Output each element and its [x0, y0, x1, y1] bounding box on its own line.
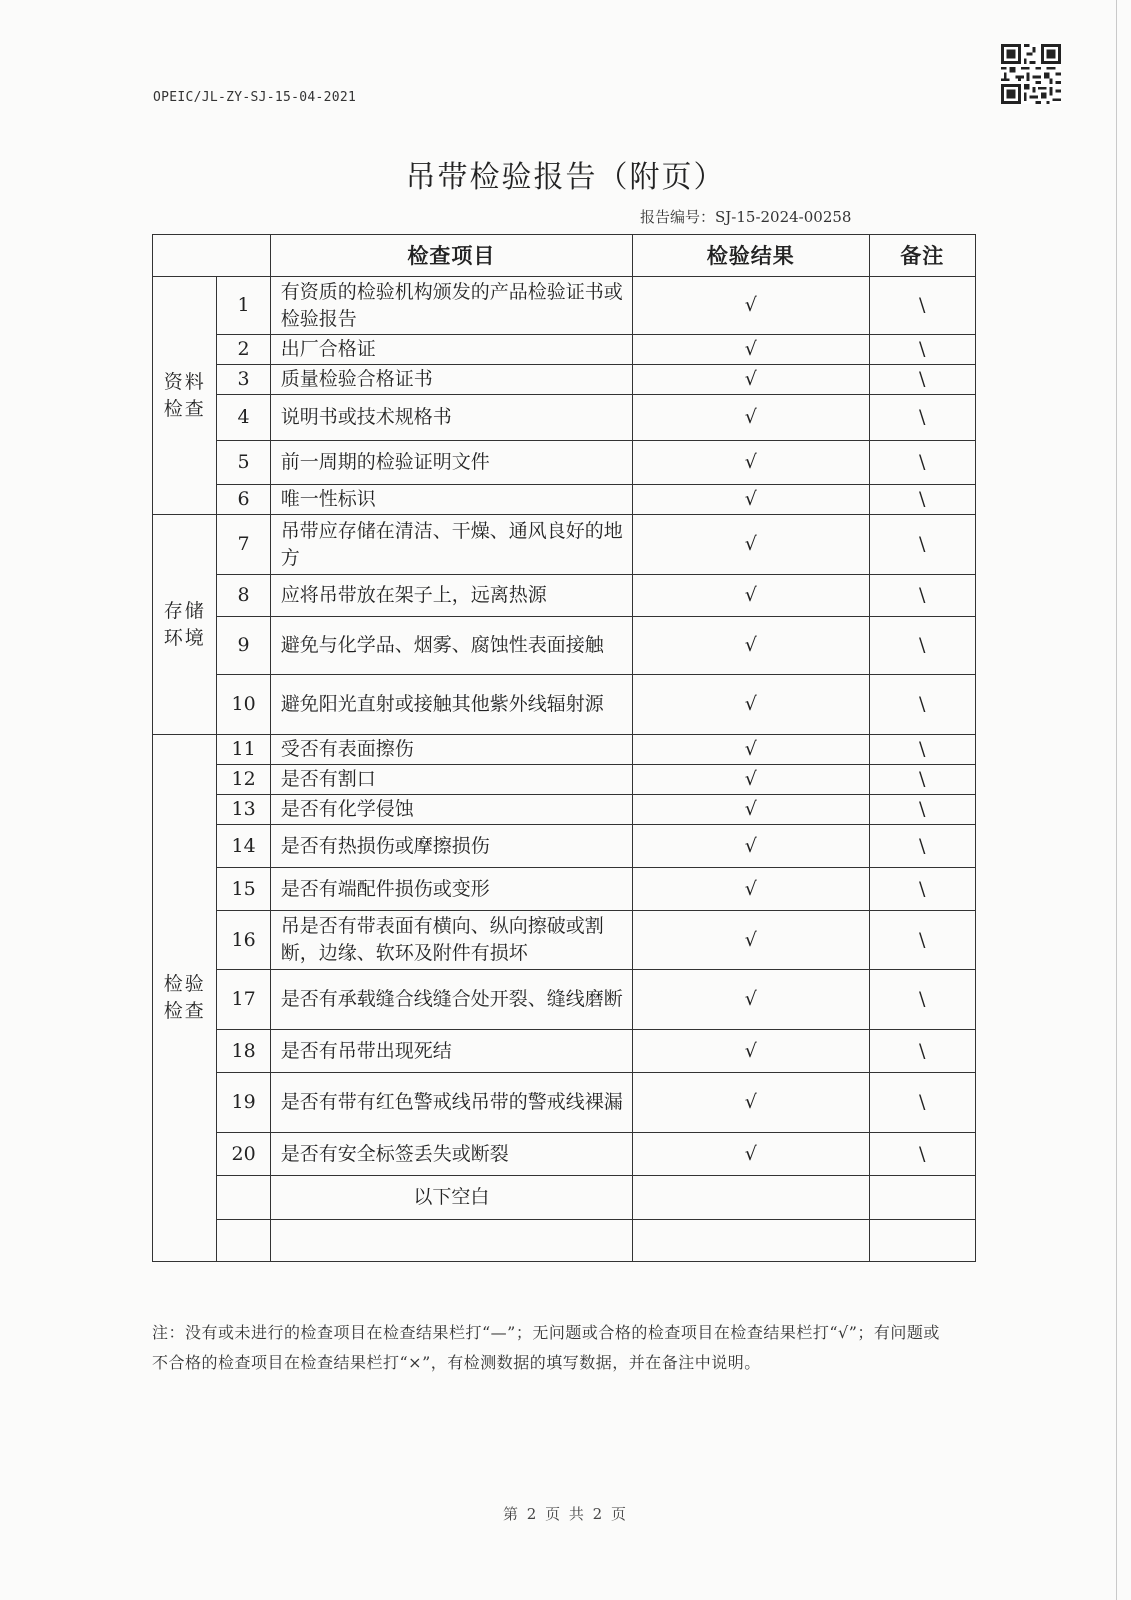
- row-result: √: [633, 575, 869, 617]
- row-note: \: [869, 277, 975, 335]
- row-note: \: [869, 765, 975, 795]
- row-note: \: [869, 795, 975, 825]
- row-note: \: [869, 1073, 975, 1133]
- table-row: [153, 515, 976, 575]
- footnote: 注：没有或未进行的检查项目在检查结果栏打“—”；无问题或合格的检查项目在检查结果栏打“√”；有问题或不合格的检查项目在检查结果栏打“×”，有检测数据的填写数据，并在备注中说明。: [152, 1323, 940, 1372]
- row-result: √: [633, 868, 869, 911]
- row-note: \: [869, 395, 975, 441]
- table-row: [153, 795, 976, 825]
- row-number: 14: [217, 825, 270, 868]
- row-item: 是否有端配件损伤或变形: [270, 868, 632, 911]
- category-label: 检验检查: [163, 973, 206, 1022]
- row-result: √: [633, 765, 869, 795]
- table-row: [153, 365, 976, 395]
- row-note: \: [869, 441, 975, 485]
- row-number: 1: [217, 277, 270, 335]
- row-item: 受否有表面擦伤: [270, 735, 632, 765]
- blank-number-cell: [217, 1220, 270, 1262]
- row-item: 避免阳光直射或接触其他紫外线辐射源: [270, 675, 632, 735]
- row-result: √: [633, 335, 869, 365]
- row-number: 10: [217, 675, 270, 735]
- table-row: [153, 1220, 976, 1262]
- row-item: 吊带应存储在清洁、干燥、通风良好的地方: [270, 515, 632, 575]
- row-result: √: [633, 515, 869, 575]
- header-note: 备注: [869, 235, 975, 277]
- blank-number-cell: [217, 1176, 270, 1220]
- table-row: [153, 277, 976, 335]
- table-row: [153, 1073, 976, 1133]
- row-result: √: [633, 970, 869, 1030]
- row-number: 12: [217, 765, 270, 795]
- row-number: 5: [217, 441, 270, 485]
- row-item: 吊是否有带表面有横向、纵向擦破或割断，边缘、软环及附件有损坏: [270, 911, 632, 970]
- table-row: [153, 1176, 976, 1220]
- row-number: 8: [217, 575, 270, 617]
- row-number: 16: [217, 911, 270, 970]
- row-result: √: [633, 1030, 869, 1073]
- row-note: \: [869, 617, 975, 675]
- row-number: 2: [217, 335, 270, 365]
- report-number: 报告编号：SJ-15-2024-00258: [640, 208, 852, 226]
- row-item: 是否有化学侵蚀: [270, 795, 632, 825]
- table-header-row: [153, 235, 976, 277]
- row-note: \: [869, 1030, 975, 1073]
- document-code: OPEIC/JL-ZY-SJ-15-04-2021: [153, 90, 357, 105]
- row-item: 是否有安全标签丢失或断裂: [270, 1133, 632, 1176]
- row-result: √: [633, 485, 869, 515]
- row-note: \: [869, 365, 975, 395]
- row-item: 应将吊带放在架子上，远离热源: [270, 575, 632, 617]
- row-result: √: [633, 441, 869, 485]
- table-row: [153, 395, 976, 441]
- row-number: 20: [217, 1133, 270, 1176]
- row-result: √: [633, 825, 869, 868]
- table-row: [153, 868, 976, 911]
- row-result: √: [633, 675, 869, 735]
- row-note: \: [869, 1133, 975, 1176]
- row-result: √: [633, 277, 869, 335]
- row-note: \: [869, 868, 975, 911]
- inspection-table: [152, 234, 976, 1262]
- row-item: 避免与化学品、烟雾、腐蚀性表面接触: [270, 617, 632, 675]
- row-item: 有资质的检验机构颁发的产品检验证书或检验报告: [270, 277, 632, 335]
- table-row: [153, 575, 976, 617]
- row-result: √: [633, 617, 869, 675]
- row-item: 是否有吊带出现死结: [270, 1030, 632, 1073]
- table-row: [153, 617, 976, 675]
- blank-result-cell: [633, 1220, 869, 1262]
- row-item: 是否有带有红色警戒线吊带的警戒线裸漏: [270, 1073, 632, 1133]
- blank-note-cell: [869, 1176, 975, 1220]
- table-row: [153, 1030, 976, 1073]
- header-item: 检查项目: [270, 235, 632, 277]
- row-item: 唯一性标识: [270, 485, 632, 515]
- blank-note-cell: [869, 1220, 975, 1262]
- blank-item-cell: [270, 1220, 632, 1262]
- table-row: [153, 970, 976, 1030]
- row-item: 质量检验合格证书: [270, 365, 632, 395]
- row-number: 9: [217, 617, 270, 675]
- header-result: 检验结果: [633, 235, 869, 277]
- blank-remainder-label: 以下空白: [270, 1176, 632, 1220]
- row-number: 6: [217, 485, 270, 515]
- row-note: \: [869, 515, 975, 575]
- table-row: [153, 1133, 976, 1176]
- table-row: [153, 675, 976, 735]
- row-item: 前一周期的检验证明文件: [270, 441, 632, 485]
- row-note: \: [869, 675, 975, 735]
- table-row: [153, 441, 976, 485]
- row-number: 3: [217, 365, 270, 395]
- table-row: [153, 735, 976, 765]
- row-result: √: [633, 1133, 869, 1176]
- row-item: 是否有承载缝合线缝合处开裂、缝线磨断: [270, 970, 632, 1030]
- row-note: \: [869, 825, 975, 868]
- row-result: √: [633, 795, 869, 825]
- row-number: 11: [217, 735, 270, 765]
- table-row: [153, 765, 976, 795]
- category-cell: [153, 515, 217, 735]
- row-result: √: [633, 1073, 869, 1133]
- blank-result-cell: [633, 1176, 869, 1220]
- row-item: 是否有热损伤或摩擦损伤: [270, 825, 632, 868]
- row-note: \: [869, 970, 975, 1030]
- row-result: √: [633, 395, 869, 441]
- page-number-footer: 第 2 页 共 2 页: [503, 1505, 628, 1523]
- row-number: 15: [217, 868, 270, 911]
- row-item: 说明书或技术规格书: [270, 395, 632, 441]
- row-result: √: [633, 365, 869, 395]
- row-note: \: [869, 735, 975, 765]
- row-note: \: [869, 911, 975, 970]
- row-item: 是否有割口: [270, 765, 632, 795]
- row-number: 19: [217, 1073, 270, 1133]
- category-label: 存储环境: [163, 599, 206, 649]
- category-cell: [153, 735, 217, 1262]
- row-number: 13: [217, 795, 270, 825]
- table-row: [153, 335, 976, 365]
- page-title: 吊带检验报告（附页）: [405, 160, 726, 195]
- row-result: √: [633, 911, 869, 970]
- row-result: √: [633, 735, 869, 765]
- row-number: 7: [217, 515, 270, 575]
- table-row: [153, 485, 976, 515]
- row-number: 17: [217, 970, 270, 1030]
- header-blank-cell: [153, 235, 271, 277]
- category-cell: [153, 277, 217, 515]
- table-row: [153, 825, 976, 868]
- row-item: 出厂合格证: [270, 335, 632, 365]
- row-note: \: [869, 335, 975, 365]
- page-edge: [1116, 0, 1117, 1600]
- row-note: \: [869, 575, 975, 617]
- row-number: 18: [217, 1030, 270, 1073]
- category-label: 资料检查: [163, 370, 206, 420]
- row-number: 4: [217, 395, 270, 441]
- table-row: [153, 911, 976, 970]
- qr-code: [1001, 44, 1061, 104]
- row-note: \: [869, 485, 975, 515]
